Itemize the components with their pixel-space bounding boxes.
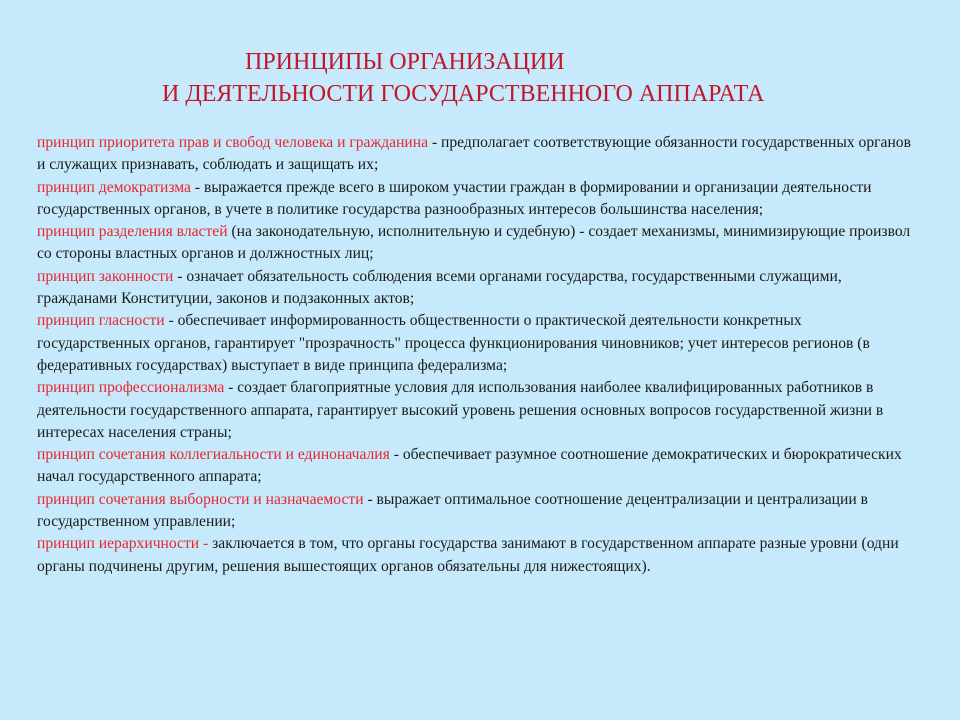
- principle-collegiality: [37, 444, 917, 489]
- principle-democracy: [37, 177, 917, 222]
- principles-list: [37, 132, 917, 578]
- principle-term: принцип приоритета прав и свобод человека и гражданина: [37, 134, 429, 151]
- principle-human-rights: [37, 132, 917, 177]
- slide-title-line-2: И ДЕЯТЕЛЬНОСТИ ГОСУДАРСТВЕННОГО АППАРАТА: [162, 81, 765, 107]
- principle-term: принцип сочетания выборности и назначаемости: [37, 490, 364, 508]
- principle-description: - создает благоприятные условия для использования наиболее квалифицированных работников в деятельности государственного аппарата, гарантирует высокий уровень решения основных вопросов государственной жизни в интересах населения страны;: [37, 379, 884, 441]
- principle-term: принцип разделения властей: [37, 223, 228, 241]
- principle-professionalism: [37, 377, 917, 444]
- principle-publicity: [37, 310, 917, 377]
- principle-separation-of-powers: [37, 221, 917, 266]
- principle-description: - предполагает соответствующие обязанности государственных органов и служащих признавать, соблюдать и защищать их;: [37, 134, 911, 174]
- principle-term: принцип законности: [37, 267, 174, 285]
- principle-hierarchy: [37, 533, 917, 578]
- principle-term: принцип демократизма: [37, 178, 191, 196]
- principle-term: принцип гласности: [37, 312, 165, 330]
- principle-description: (на законодательную, исполнительную и судебную) - создает механизмы, минимизирующие произвол со стороны властных органов и должностных лиц;: [37, 223, 911, 263]
- principle-description: - выражает оптимальное соотношение децентрализации и централизации в государственном управлении;: [37, 490, 868, 531]
- principle-term: принцип сочетания коллегиальности и единоначалия: [37, 446, 390, 464]
- principle-description: заключается в том, что органы государства занимают в государственном аппарате разные уровни (одни органы подчинены другим, решения вышестоящих органов обязательны для нижестоящих).: [37, 535, 899, 575]
- principle-election-appointment: [37, 489, 917, 534]
- principle-term: принцип профессионализма: [37, 379, 225, 397]
- principle-legality: [37, 266, 917, 311]
- principle-term: принцип иерархичности -: [37, 535, 209, 553]
- principle-description: - выражается прежде всего в широком участии граждан в формировании и организации деятельности государственных органов, в учете в политике государства разнообразных интересов большинства населения;: [37, 178, 872, 218]
- principle-description: - обеспечивает информированность общественности о практической деятельности конкретных государственных органов, гарантирует "прозрачность" процесса функционирования чиновников; учет интересов регионов (в федеративных государствах) выступает в виде принципа федерализма;: [37, 312, 870, 374]
- slide-title-line-1: ПРИНЦИПЫ ОРГАНИЗАЦИИ: [245, 49, 565, 75]
- principle-description: - означает обязательность соблюдения всеми органами государства, государственными служащими, гражданами Конституции, законов и подзаконных актов;: [37, 267, 842, 308]
- principle-description: - обеспечивает разумное соотношение демократических и бюрократических начал государственного аппарата;: [37, 446, 902, 486]
